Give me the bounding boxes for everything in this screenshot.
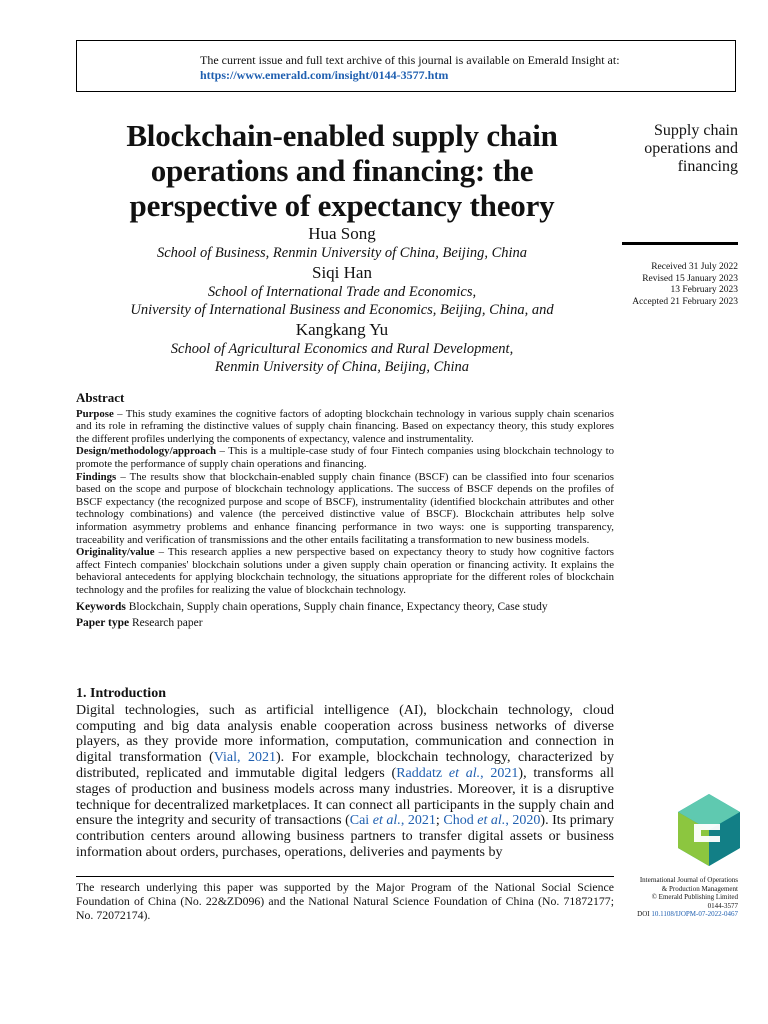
text: – The results show that blockchain-enabled supply chain finance (BSCF) can be classified into four scenarios based on the scope and purpose of blockchain technology applications. The success of BSCF depends on the profiles of BSCF expectancy (the recognized purpose and scope of BSCF), instrumentality (identified blockchain attributes and other technology combinations) and valence (the perceived distinctive value of BSCF). Blockchain attributes help solve information asymmetry problems and enhance financing performance in two ways: one is supporting transparency, traceability and verification of transmissions and the other entails facilitating a transformation to new business models. xyxy=(76,470,614,546)
author-affiliation: School of International Trade and Economics, xyxy=(207,284,477,300)
text: Research paper xyxy=(129,617,203,630)
running-head-line: Supply chain xyxy=(654,122,738,139)
journal-name-2: & Production Management xyxy=(661,884,738,893)
text: Chod xyxy=(443,813,478,829)
text: Raddatz xyxy=(396,765,449,781)
abstract-originality xyxy=(76,546,614,596)
label: Purpose xyxy=(76,407,114,420)
label: Originality/value xyxy=(76,546,155,559)
date-revised-2: 13 February 2023 xyxy=(670,285,738,295)
text: ), transforms all stages of production and business models across many industries. Moreover, it is a disruptive technique for decentralized marketplaces. It can connect all participants in the supply chain and ensure the integrity and security of transactions ( xyxy=(76,765,615,829)
text: , 2021 xyxy=(480,765,519,781)
title-line-2: operations and financing: the xyxy=(150,153,534,188)
journal-info xyxy=(600,876,738,919)
abstract-findings xyxy=(76,471,614,547)
abstract-keywords xyxy=(76,601,614,614)
author-name: Hua Song xyxy=(308,224,376,243)
text: ). For example, blockchain technology, characterized by distributed, replicated and immutable digital ledgers ( xyxy=(76,750,614,781)
author-affiliation: University of International Business and Economics, Beijing, China, and xyxy=(130,302,554,318)
author-name: Kangkang Yu xyxy=(295,320,389,339)
journal-name: International Journal of Operations xyxy=(639,876,738,884)
archive-notice xyxy=(200,53,620,83)
abstract-paper-type xyxy=(76,617,614,630)
title-line-3: perspective of expectancy theory xyxy=(129,188,555,223)
funding-footnote: The research underlying this paper was supported by the Major Program of the National Social Science Foundation of China (No. 22&ZD096) and the National Natural Science Foundation of China (No. 71872177; No. 72072174). xyxy=(76,880,614,922)
label: Keywords xyxy=(76,600,126,613)
archive-notice-text: The current issue and full text archive of this journal is available on Emerald Insight at: xyxy=(200,53,620,67)
author-name: Siqi Han xyxy=(312,263,372,282)
label: Design/methodology/approach xyxy=(76,445,217,458)
date-revised: Revised 15 January 2023 xyxy=(642,273,738,284)
date-accepted: Accepted 21 February 2023 xyxy=(632,296,738,307)
author-affiliation: School of Agricultural Economics and Rural Development, xyxy=(170,341,514,357)
article-dates xyxy=(600,262,738,308)
citation-link[interactable] xyxy=(443,813,540,828)
text: ; xyxy=(435,813,444,829)
margin-rule xyxy=(622,242,738,245)
citation-link[interactable]: Vial, 2021 xyxy=(213,750,276,766)
text: Digital technologies, such as artificial intelligence (AI), blockchain technology, cloud computing and big data analysis enable cooperation across business networks of diverse players, as they provide more information, computation, communication and connection in digital transformation ( xyxy=(76,702,614,766)
label: Paper type xyxy=(76,617,130,630)
publisher: © Emerald Publishing Limited xyxy=(651,893,738,902)
issn: 0144-3577 xyxy=(707,901,738,910)
doi-label: DOI xyxy=(637,910,652,919)
abstract-purpose xyxy=(76,408,614,446)
text: et al. xyxy=(448,765,481,781)
text: Cai xyxy=(349,813,373,829)
text: – This research applies a new perspective based on expectancy theory to study how cognitive factors affect Fintech companies' blockchain solutions under a given supply chain operation or financing activity. It explains the behavioral antecedents for applying blockchain technology, the situations appropriate for the different roles of blockchain technology and the profiles for realizing the value of blockchain technology. xyxy=(76,546,614,596)
date-received: Received 31 July 2022 xyxy=(651,262,738,272)
text: – This is a multiple-case study of four Fintech companies using blockchain technology to promote the performance of supply chain operations and financing. xyxy=(76,445,614,470)
abstract-heading: Abstract xyxy=(76,390,125,405)
doi xyxy=(600,910,738,919)
text: ). Its primary contribution centers around allowing business partners to transfer digital assets or business information about orders, purchases, operations, deliveries and payments by xyxy=(76,813,615,860)
journal-url-link[interactable]: https://www.emerald.com/insight/0144-3577.htm xyxy=(200,68,449,82)
text: , 2021 xyxy=(400,813,436,829)
emerald-logo-icon xyxy=(676,792,742,868)
section-heading: 1. Introduction xyxy=(76,686,166,701)
body-paragraph xyxy=(76,703,614,861)
label: Findings xyxy=(76,470,117,483)
running-head xyxy=(610,122,738,176)
running-head-line: financing xyxy=(677,158,738,175)
introduction-section xyxy=(76,686,614,861)
citation-link[interactable] xyxy=(350,813,436,828)
text: , 2020 xyxy=(505,813,541,829)
title-line-1: Blockchain-enabled supply chain xyxy=(126,118,558,153)
text: et al. xyxy=(477,813,506,829)
citation-link[interactable] xyxy=(396,766,518,781)
abstract-section xyxy=(76,392,614,630)
doi-link[interactable]: 10.1108/IJOPM-07-2022-0467 xyxy=(651,910,738,919)
author-affiliation: Renmin University of China, Beijing, China xyxy=(214,359,470,375)
abstract-design xyxy=(76,445,614,470)
footnote-divider xyxy=(76,876,614,877)
text: et al. xyxy=(372,813,401,829)
author-affiliation: School of Business, Renmin University of China, Beijing, China xyxy=(156,245,528,261)
running-head-line: operations and xyxy=(644,140,738,157)
text: – This study examines the cognitive factors of adopting blockchain technology in various supply chain scenarios and its role in reframing the distinctive values of supply chain financing. Based on expectancy theory, this study explores the different profiles underlying the components of expectancy, valence and instrumentality. xyxy=(76,407,614,445)
text: Blockchain, Supply chain operations, Supply chain finance, Expectancy theory, Case study xyxy=(125,600,548,613)
paper-title xyxy=(82,118,602,223)
